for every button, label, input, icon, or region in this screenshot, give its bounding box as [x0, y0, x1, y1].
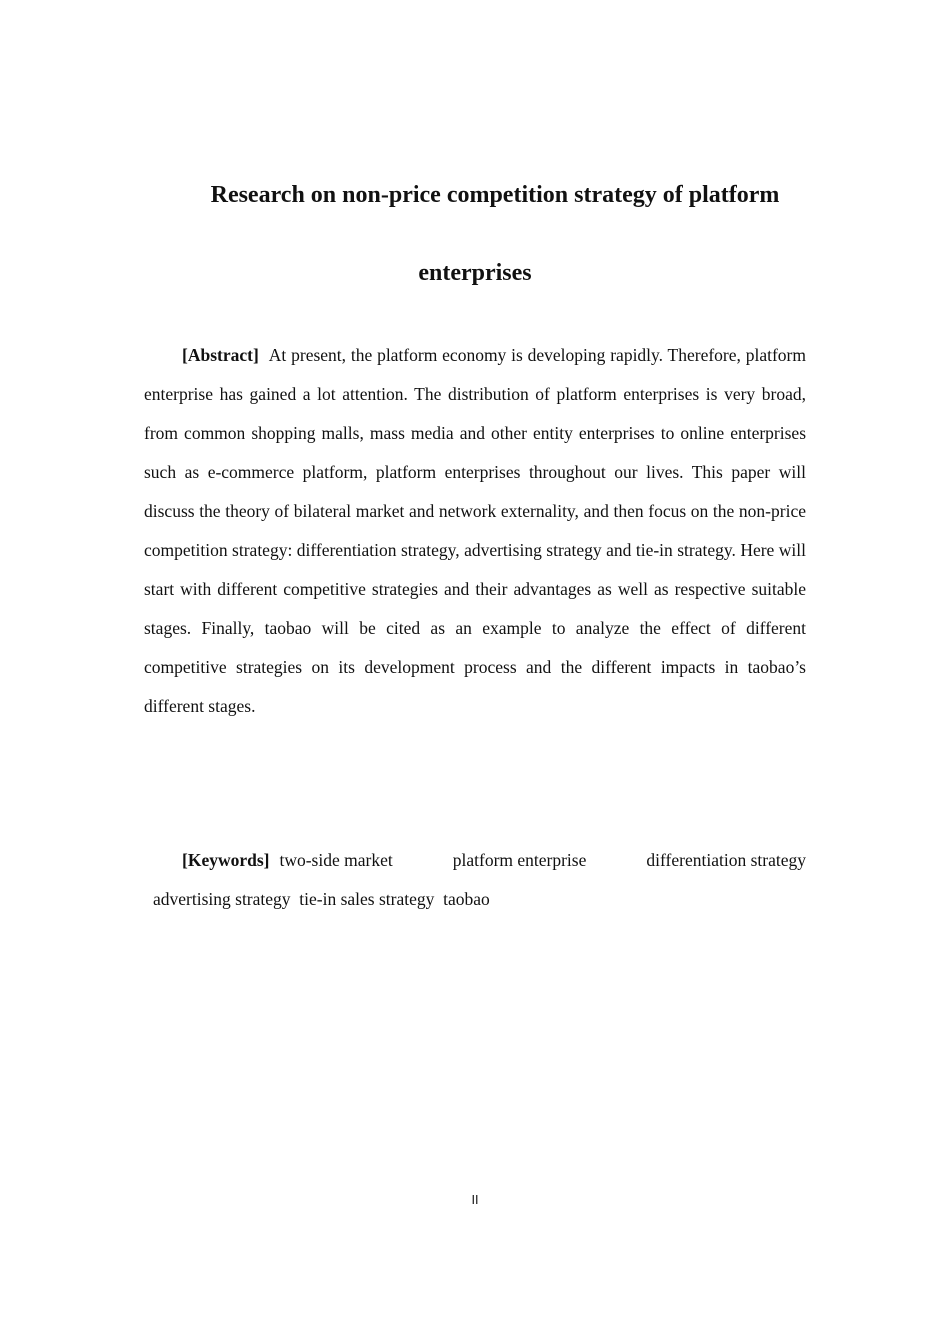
- abstract-text: At present, the platform economy is developing rapidly. Therefore, platform enterprise has gained a lot attention. The distribution of platform enterprises is very broad, from common shopping malls, mass media and other entity enterprises to online enterprises such as e-commerce platform, platform enterprises throughout our lives. This paper will discuss the theory of bilateral market and network externality, and then focus on the non-price competition strategy: differentiation strategy, advertising strategy and tie-in strategy. Here will start with different competitive strategies and their advantages as well as respective suitable stages. Finally, taobao will be cited as an example to analyze the effect of different competitive strategies on its development process and the different impacts in taobao’s different stages.: [144, 345, 806, 716]
- keywords-line-2: [144, 880, 806, 919]
- keyword-item: two-side market: [279, 850, 393, 870]
- keywords-section: [144, 841, 806, 919]
- keyword-item: taobao: [443, 889, 490, 909]
- abstract-paragraph: [144, 336, 806, 726]
- paper-title-line-2: enterprises: [418, 260, 532, 286]
- keyword-item: differentiation strategy: [646, 850, 806, 870]
- abstract-label: [Abstract]: [182, 345, 259, 365]
- paper-title-line-1: Research on non-price competition strategy of platform: [210, 182, 780, 208]
- keywords-line-1: [144, 841, 806, 880]
- keyword-item: tie-in sales strategy: [299, 889, 435, 909]
- keywords-label: [Keywords]: [182, 850, 270, 870]
- keywords-label-group: [182, 841, 393, 880]
- page-number: II: [471, 1193, 479, 1207]
- keyword-item: advertising strategy: [153, 889, 291, 909]
- keyword-item: platform enterprise: [452, 850, 587, 870]
